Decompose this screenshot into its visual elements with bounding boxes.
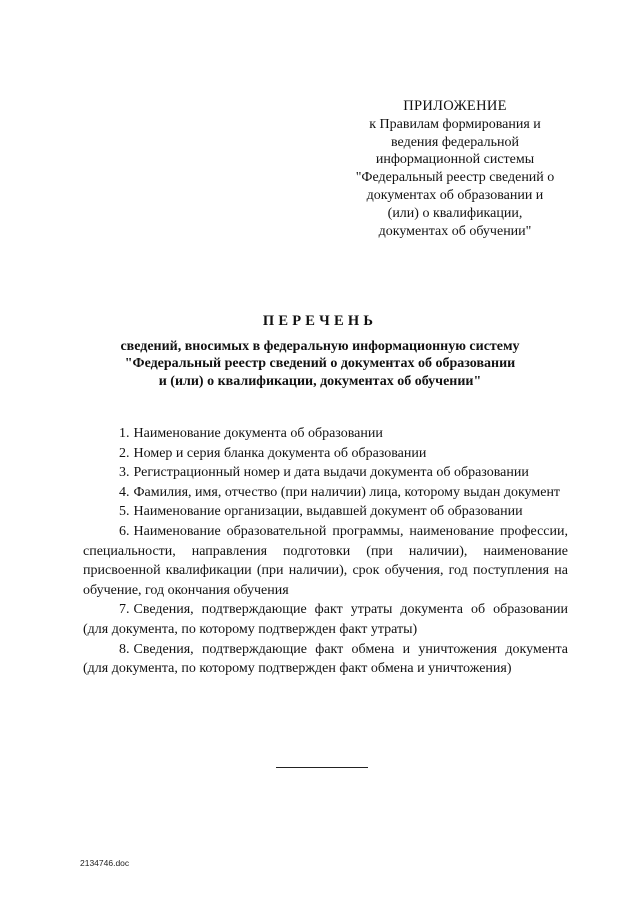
separator-line xyxy=(276,767,368,768)
list-item xyxy=(83,463,568,483)
appendix-line: информационной системы xyxy=(375,152,535,168)
item-text: Сведения, подтверждающие факт утраты документа об образовании (для документа, по которому подтвержден факт утраты) xyxy=(83,602,568,637)
footer-filename: 2134746.doc xyxy=(80,858,130,868)
item-number: 6. xyxy=(119,523,130,539)
list-item xyxy=(83,444,568,464)
appendix-block xyxy=(340,98,570,240)
item-text: Номер и серия бланка документа об образовании xyxy=(133,445,427,461)
appendix-title: ПРИЛОЖЕНИЕ xyxy=(403,98,507,114)
appendix-line: к Правилам формирования и xyxy=(369,116,541,132)
appendix-line: ведения федеральной xyxy=(391,134,519,150)
item-text: Фамилия, имя, отчество (при наличии) лица, которому выдан документ xyxy=(133,484,561,500)
list-item xyxy=(83,600,568,639)
list-item xyxy=(83,424,568,444)
item-text: Регистрационный номер и дата выдачи документа об образовании xyxy=(133,465,529,481)
document-heading: ПЕРЕЧЕНЬ xyxy=(262,313,378,329)
list-item xyxy=(83,522,568,600)
list-item xyxy=(83,502,568,522)
document-subheading xyxy=(40,338,600,390)
item-text: Наименование документа об образовании xyxy=(133,426,383,441)
appendix-line: "Федеральный реестр сведений о xyxy=(355,170,555,186)
subheading-line: "Федеральный реестр сведений о документах об образовании xyxy=(124,356,516,372)
item-number: 1. xyxy=(119,426,130,441)
item-text: Наименование образовательной программы, наименование профессии, специальности, направления подготовки (при наличии), наименование присвоенной квалификации (при наличии), срок обучения, год поступления на обучение, год окончания обучения xyxy=(83,523,568,598)
item-number: 2. xyxy=(119,445,130,461)
item-text: Сведения, подтверждающие факт обмена и уничтожения документа (для документа, по которому подтвержден факт обмена и уничтожения) xyxy=(83,641,568,677)
item-text: Наименование организации, выдавшей документ об образовании xyxy=(133,504,523,520)
item-number: 5. xyxy=(119,504,130,520)
appendix-line: документах об образовании и xyxy=(366,187,544,203)
item-number: 4. xyxy=(119,484,130,500)
subheading-line: сведений, вносимых в федеральную информационную систему xyxy=(120,339,520,354)
item-number: 3. xyxy=(119,465,130,481)
subheading-line: и (или) о квалификации, документах об обучении" xyxy=(158,373,482,389)
item-number: 7. xyxy=(119,602,130,618)
list-item xyxy=(83,483,568,503)
list-item xyxy=(83,640,568,679)
appendix-line: (или) о квалификации, xyxy=(387,205,523,221)
items-list xyxy=(83,424,568,679)
appendix-line: документах об обучении" xyxy=(378,223,532,239)
item-number: 8. xyxy=(119,641,130,657)
